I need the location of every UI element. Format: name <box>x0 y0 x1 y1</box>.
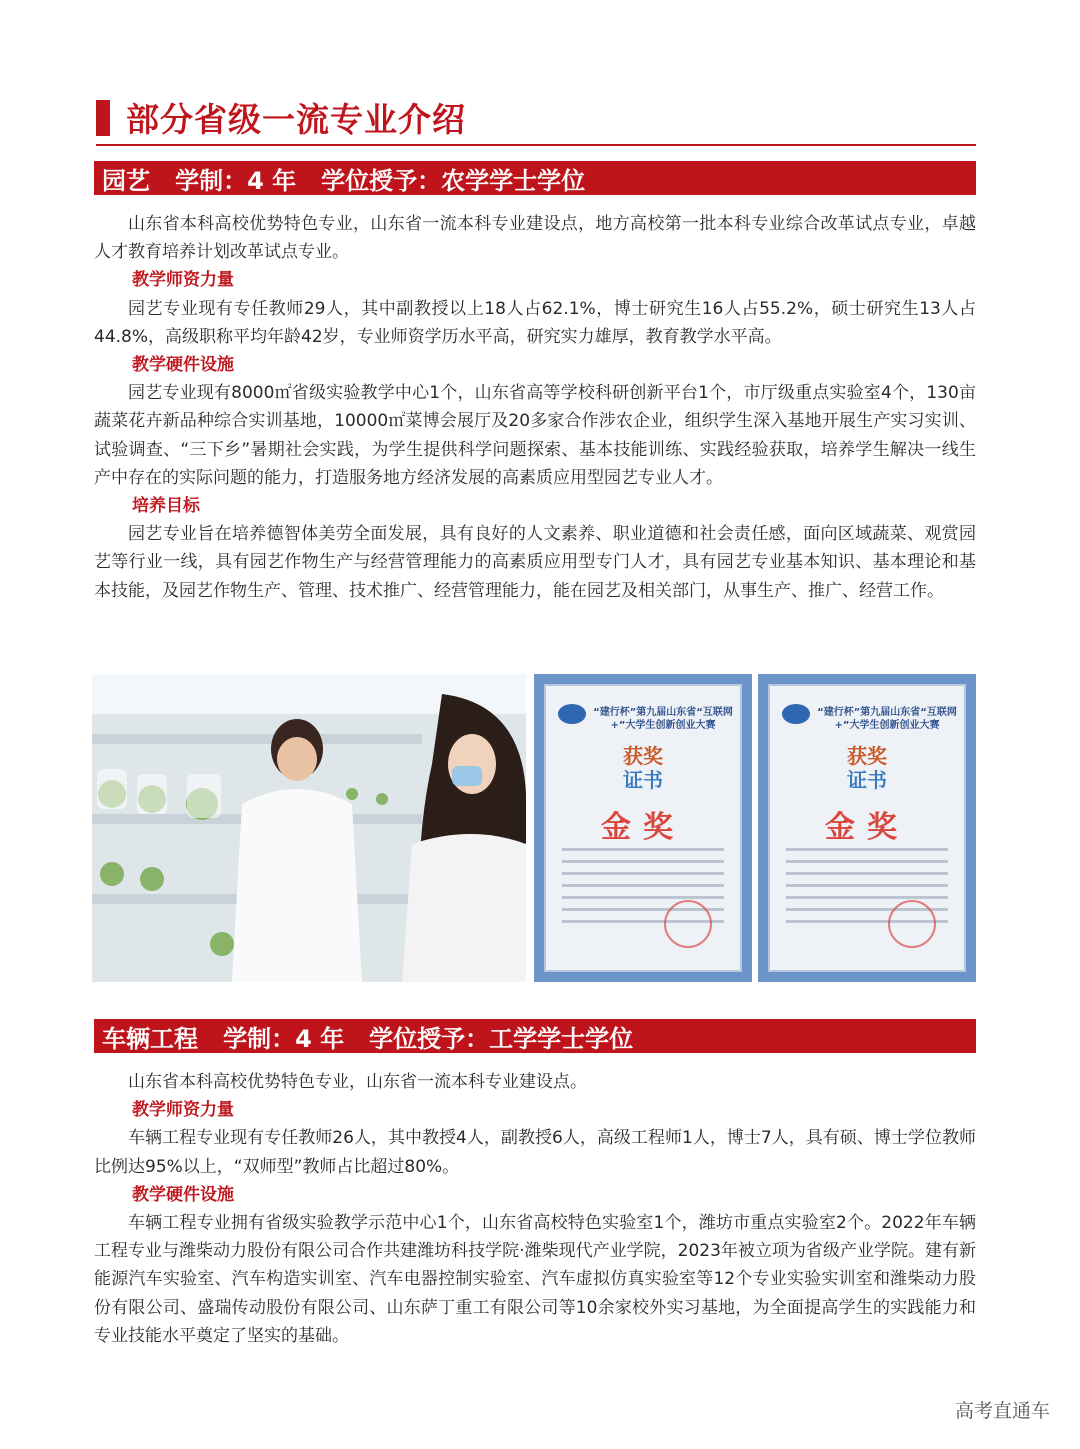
facility-heading: 教学硬件设施 <box>132 1184 234 1205</box>
section-body-horticulture <box>94 210 976 605</box>
intro-paragraph: 山东省本科高校优势特色专业，山东省一流本科专业建设点。 <box>128 1072 587 1092</box>
competition-logo-icon <box>558 704 586 724</box>
section-body-vehicle-engineering <box>94 1068 976 1350</box>
faculty-heading: 教学师资力量 <box>132 270 234 291</box>
official-seal-icon <box>664 900 712 948</box>
award-title-line-2: 证书 <box>847 768 887 792</box>
source-watermark: 高考直通车 <box>954 1400 1050 1422</box>
lab-photo-illustration <box>92 674 526 982</box>
facility-heading: 教学硬件设施 <box>132 355 234 376</box>
goal-paragraph: 园艺专业旨在培养德智体美劳全面发展，具有良好的人文素养、职业道德和社会责任感，面向区域蔬菜、观赏园艺等行业一线，具有园艺作物生产与经营管理能力的高素质应用型专门人才，具有园艺专业基本知识、基本理论和基本技能，及园艺作物生产、管理、技术推广、经营管理能力，能在园艺及相关部门，从事生产、推广、经营工作。 <box>94 524 976 601</box>
official-seal-icon <box>888 900 936 948</box>
certificate-award-title <box>544 744 742 792</box>
goal-heading: 培养目标 <box>132 496 200 517</box>
page-title <box>96 94 466 141</box>
section-banner-vehicle-engineering: 车辆工程 学制：4 年 学位授予：工学学士学位 <box>94 1019 976 1053</box>
award-title-line-1: 获奖 <box>847 744 887 768</box>
faculty-paragraph: 园艺专业现有专任教师29人，其中副教授以上18人占62.1%，博士研究生16人占55.2%，硕士研究生13人占44.8%，高级职称平均年龄42岁，专业师资学历水平高，研究实力雄厚，教育教学水平高。 <box>94 298 976 347</box>
facility-paragraph: 车辆工程专业拥有省级实验教学示范中心1个，山东省高校特色实验室1个，潍坊市重点实验室2个。2022年车辆工程专业与潍柴动力股份有限公司合作共建潍坊科技学院·潍柴现代产业学院，2023年被立项为省级产业学院。建有新能源汽车实验室、汽车构造实训室、汽车电器控制实验室、汽车虚拟仿真实验室等12个专业实验实训室和潍柴动力股份有限公司、盛瑞传动股份有限公司、山东萨丁重工有限公司等10余家校外实习基地，为全面提高学生的实践能力和专业技能水平奠定了坚实的基础。 <box>94 1213 976 1346</box>
award-certificate-1 <box>534 674 752 982</box>
facility-paragraph: 园艺专业现有8000㎡省级实验教学中心1个，山东省高等学校科研创新平台1个，市厅级重点实验室4个，130亩蔬菜花卉新品种综合实训基地，10000㎡菜博会展厅及20多家合作涉农企业，组织学生深入基地开展生产实习实训、试验调查、“三下乡”暑期社会实践，为学生提供科学问题探索、基本技能训练、实践经验获取，培养学生解决一线生产中存在的实际问题的能力，打造服务地方经济发展的高素质应用型园艺专业人才。 <box>94 383 976 488</box>
lab-photo <box>92 674 526 982</box>
gold-award-text: 金奖 <box>601 810 685 845</box>
faculty-paragraph: 车辆工程专业现有专任教师26人，其中教授4人，副教授6人，高级工程师1人，博士7人，具有硕、博士学位教师比例达95%以上，“双师型”教师占比超过80%。 <box>94 1128 976 1177</box>
faculty-heading: 教学师资力量 <box>132 1100 234 1121</box>
award-title-line-1: 获奖 <box>623 744 663 768</box>
certificate-heading: “建行杯”第九届山东省“互联网+”大学生创新创业大赛 <box>593 707 733 731</box>
certificate-award-title <box>768 744 966 792</box>
certificate-paper <box>768 684 966 972</box>
gold-award-text: 金奖 <box>825 810 909 845</box>
title-divider <box>96 144 976 146</box>
award-title-line-2: 证书 <box>623 768 663 792</box>
section-banner-horticulture: 园艺 学制：4 年 学位授予：农学学士学位 <box>94 161 976 195</box>
certificate-paper <box>544 684 742 972</box>
intro-paragraph: 山东省本科高校优势特色专业，山东省一流本科专业建设点，地方高校第一批本科专业综合改革试点专业，卓越人才教育培养计划改革试点专业。 <box>94 214 976 263</box>
certificate-heading: “建行杯”第九届山东省“互联网+”大学生创新创业大赛 <box>817 707 957 731</box>
competition-logo-icon <box>782 704 810 724</box>
award-certificate-2 <box>758 674 976 982</box>
title-accent-bar <box>96 100 110 136</box>
page-title-text: 部分省级一流专业介绍 <box>126 100 466 139</box>
